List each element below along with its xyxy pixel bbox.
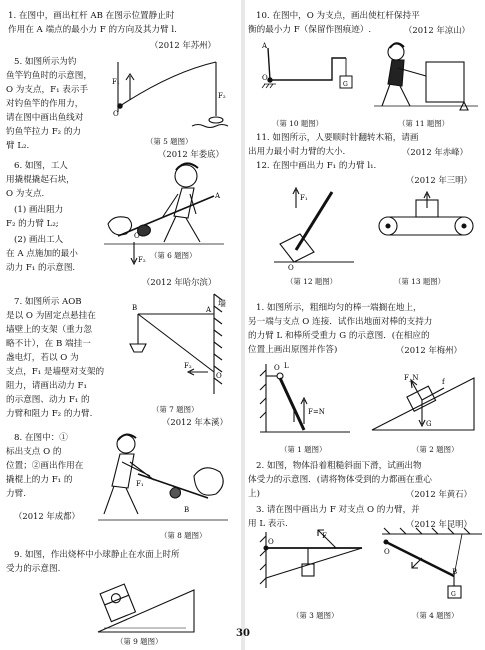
s2q1-line: 的力臂 L 和棒所受重力 G 的示意图．(在相应的 bbox=[248, 331, 430, 341]
q9-caption: （第 9 题图） bbox=[116, 637, 163, 646]
q8-source: （2012 年成都） bbox=[14, 511, 80, 521]
q5-line: O 为支点，F₁ 表示手 bbox=[6, 85, 89, 95]
q7-line: 7. 如图所示 AOB bbox=[14, 297, 82, 307]
q6-line: 动力 F₁ 的示意图. bbox=[6, 263, 76, 273]
svg-text:B: B bbox=[184, 506, 190, 514]
q8-line: 撬棍上的力 F₁ 的 bbox=[6, 475, 73, 485]
q12-caption: （第 12 题图） bbox=[286, 277, 338, 286]
q8-line: 位置；②画出作用在 bbox=[6, 461, 84, 471]
q7-line: 略不计），在 B 端挂一 bbox=[6, 339, 91, 349]
inclined-bar-figure bbox=[382, 528, 482, 608]
q11-line1: 11. 如图所示，人要顺时针翻转木箱，请画 bbox=[256, 133, 419, 143]
s2q1-line: 位置上画出原图并作答) bbox=[248, 345, 338, 355]
q6-line: F₂ 的力臂 L₂; bbox=[6, 219, 59, 229]
svg-text:G: G bbox=[343, 81, 348, 88]
right-column bbox=[246, 0, 485, 650]
svg-text:O: O bbox=[262, 74, 268, 82]
svg-text:O: O bbox=[274, 364, 280, 372]
s2q1-line: 另一端与支点 O 连接．试作出地面对棒的支持力 bbox=[248, 317, 433, 327]
s2q1-source: （2012 年梅州） bbox=[396, 345, 462, 355]
q13-caption: （第 13 题图） bbox=[394, 277, 446, 286]
q10-line2: 衡的最小力 F（保留作图痕迹）. bbox=[248, 25, 372, 35]
bracket-lever-figure bbox=[258, 528, 374, 606]
q5-line: 钓鱼竿拉力 F₂ 的力 bbox=[6, 127, 82, 137]
q11-caption: （第 11 题图） bbox=[398, 119, 450, 128]
q11-line2: 出用力最小时力臂的大小. bbox=[248, 147, 346, 157]
wall-bracket-figure bbox=[118, 294, 234, 398]
svg-text:B: B bbox=[132, 304, 138, 312]
q12-line1: 12. 在图中画出力 F₁ 的力臂 l₁. bbox=[256, 161, 377, 171]
bent-lever-figure bbox=[262, 40, 358, 108]
beaker-on-incline-figure bbox=[98, 576, 202, 636]
q5-line: 5. 如图所示为钓 bbox=[14, 57, 77, 67]
svg-text:L: L bbox=[284, 362, 289, 370]
q8-caption: （第 8 题图） bbox=[160, 531, 207, 540]
wall-label: 墙 bbox=[218, 299, 226, 308]
q1-line1: 1. 在图中，画出杠杆 AB 在图示位置静止时 bbox=[8, 11, 175, 21]
q6-line: 6. 如图，工人 bbox=[14, 161, 68, 171]
q12-source: （2012 年三明） bbox=[406, 175, 472, 185]
s2q2-line: 体受力的示意图．(请将物体受到的力都画在重心 bbox=[248, 475, 432, 485]
svg-text:F: F bbox=[322, 532, 327, 540]
q5-line: 鱼竿钓鱼时的示意图， bbox=[6, 71, 92, 81]
q6-source: （2012 年哈尔滨） bbox=[142, 277, 217, 287]
q10-caption: （第 10 题图） bbox=[272, 119, 324, 128]
q10-line1: 10. 在图中，O 为支点，画出使杠杆保持平 bbox=[256, 11, 420, 21]
q1-line2: 作用在 A 端点的最小力 F 的方向及其力臂 l. bbox=[8, 25, 177, 35]
svg-text:F_N: F_N bbox=[404, 374, 419, 382]
prying-man-figure bbox=[98, 430, 234, 536]
hammer-figure bbox=[274, 186, 358, 270]
q6-line: O 为支点. bbox=[6, 189, 45, 199]
svg-text:O: O bbox=[216, 372, 222, 380]
q8-line: 力臂. bbox=[6, 489, 26, 499]
column-gutter bbox=[241, 0, 245, 650]
s2q3-line: 用 L 表示. bbox=[248, 519, 288, 529]
svg-text:G: G bbox=[451, 591, 456, 598]
svg-text:B: B bbox=[452, 568, 458, 576]
s2q1-line: 1. 如图所示，粗细均匀的棒一端搁在地上， bbox=[256, 303, 422, 313]
q7-line: 的示意图、动力 F₁ 的 bbox=[6, 395, 90, 405]
conveyor-figure bbox=[374, 190, 478, 250]
svg-text:A: A bbox=[206, 306, 212, 314]
svg-text:O: O bbox=[268, 538, 274, 546]
s2q3-source: （2012 年昆明） bbox=[406, 519, 472, 529]
q6-line: (1) 画出阻力 bbox=[14, 205, 64, 215]
q1-source: （2012 年苏州） bbox=[150, 40, 216, 50]
q6-caption: （第 6 题图） bbox=[150, 251, 197, 260]
fig1-caption: （第 1 题图） bbox=[280, 445, 327, 454]
svg-text:O: O bbox=[384, 548, 390, 556]
q6-line: 在 A 点施加的最小 bbox=[6, 249, 78, 259]
q5-line: 臂 L₂. bbox=[6, 141, 30, 151]
q6-line: (2) 画出工人 bbox=[14, 235, 64, 245]
q7-source: （2012 年本溪） bbox=[162, 417, 228, 427]
left-column bbox=[0, 0, 240, 650]
s2q2-line: 2. 如图，物体沿着粗糙斜面下滑，试画出物 bbox=[256, 461, 422, 471]
page-number: 30 bbox=[236, 628, 250, 639]
svg-text:F₁: F₁ bbox=[112, 78, 120, 86]
block-on-incline-figure bbox=[366, 360, 478, 440]
svg-text:f: f bbox=[442, 378, 445, 386]
q5-line: 对钓鱼竿的作用力， bbox=[6, 99, 84, 109]
q5-source: （2012 年娄底） bbox=[158, 149, 224, 159]
svg-text:F₂: F₂ bbox=[218, 92, 226, 100]
fishing-rod-figure bbox=[112, 54, 232, 136]
rod-on-ground-figure bbox=[260, 360, 356, 442]
s2q2-line: 上) bbox=[248, 489, 260, 499]
q7-line: 支点，F₁ 是墙壁对支架的 bbox=[6, 367, 105, 377]
q7-caption: （第 7 题图） bbox=[152, 405, 199, 414]
svg-text:A: A bbox=[262, 42, 268, 50]
svg-text:F=N: F=N bbox=[308, 408, 325, 416]
fig4-caption: （第 4 题图） bbox=[412, 611, 459, 620]
flip-box-figure bbox=[374, 38, 478, 114]
fig3-caption: （第 3 题图） bbox=[292, 611, 339, 620]
svg-text:F₁: F₁ bbox=[136, 480, 144, 488]
q5-caption: （第 5 题图） bbox=[146, 137, 193, 146]
svg-text:F₂: F₂ bbox=[184, 362, 192, 370]
q7-line: 阻力，请画出动力 F₁ bbox=[6, 381, 87, 391]
svg-text:A: A bbox=[215, 192, 221, 200]
q11-source: （2012 年赤峰） bbox=[402, 147, 468, 157]
svg-text:F₂: F₂ bbox=[138, 256, 146, 264]
svg-text:O: O bbox=[134, 232, 140, 240]
svg-text:G: G bbox=[426, 420, 432, 428]
s2q2-source: （2012 年黄石） bbox=[406, 489, 472, 499]
q8-line: 8. 在图中：① bbox=[14, 433, 68, 443]
q9-line2: 受力的示意图. bbox=[6, 564, 61, 574]
q8-line: 标出支点 O 的 bbox=[6, 447, 62, 457]
q7-line: 盏电灯，若以 O 为 bbox=[6, 353, 79, 363]
svg-text:F₁: F₁ bbox=[300, 194, 308, 202]
svg-text:O: O bbox=[113, 110, 119, 118]
q7-line: 墙壁上的支架（重力忽 bbox=[6, 325, 92, 335]
q9-line1: 9. 如图，作出烧杯中小球静止在水面上时所 bbox=[14, 550, 180, 560]
q7-line: 是以 O 为固定点悬挂在 bbox=[6, 311, 96, 321]
q7-line: 力臂和阻力 F₂ 的力臂. bbox=[6, 409, 93, 419]
q6-line: 用撬棍撬起石块， bbox=[6, 175, 75, 185]
svg-text:O: O bbox=[288, 264, 294, 272]
q5-line: 请在图中画出鱼线对 bbox=[6, 113, 84, 123]
fig2-caption: （第 2 题图） bbox=[412, 445, 459, 454]
s2q3-line: 3. 请在图中画出力 F 对支点 O 的力臂，并 bbox=[256, 505, 420, 515]
q10-source: （2012 年凉山） bbox=[404, 25, 470, 35]
